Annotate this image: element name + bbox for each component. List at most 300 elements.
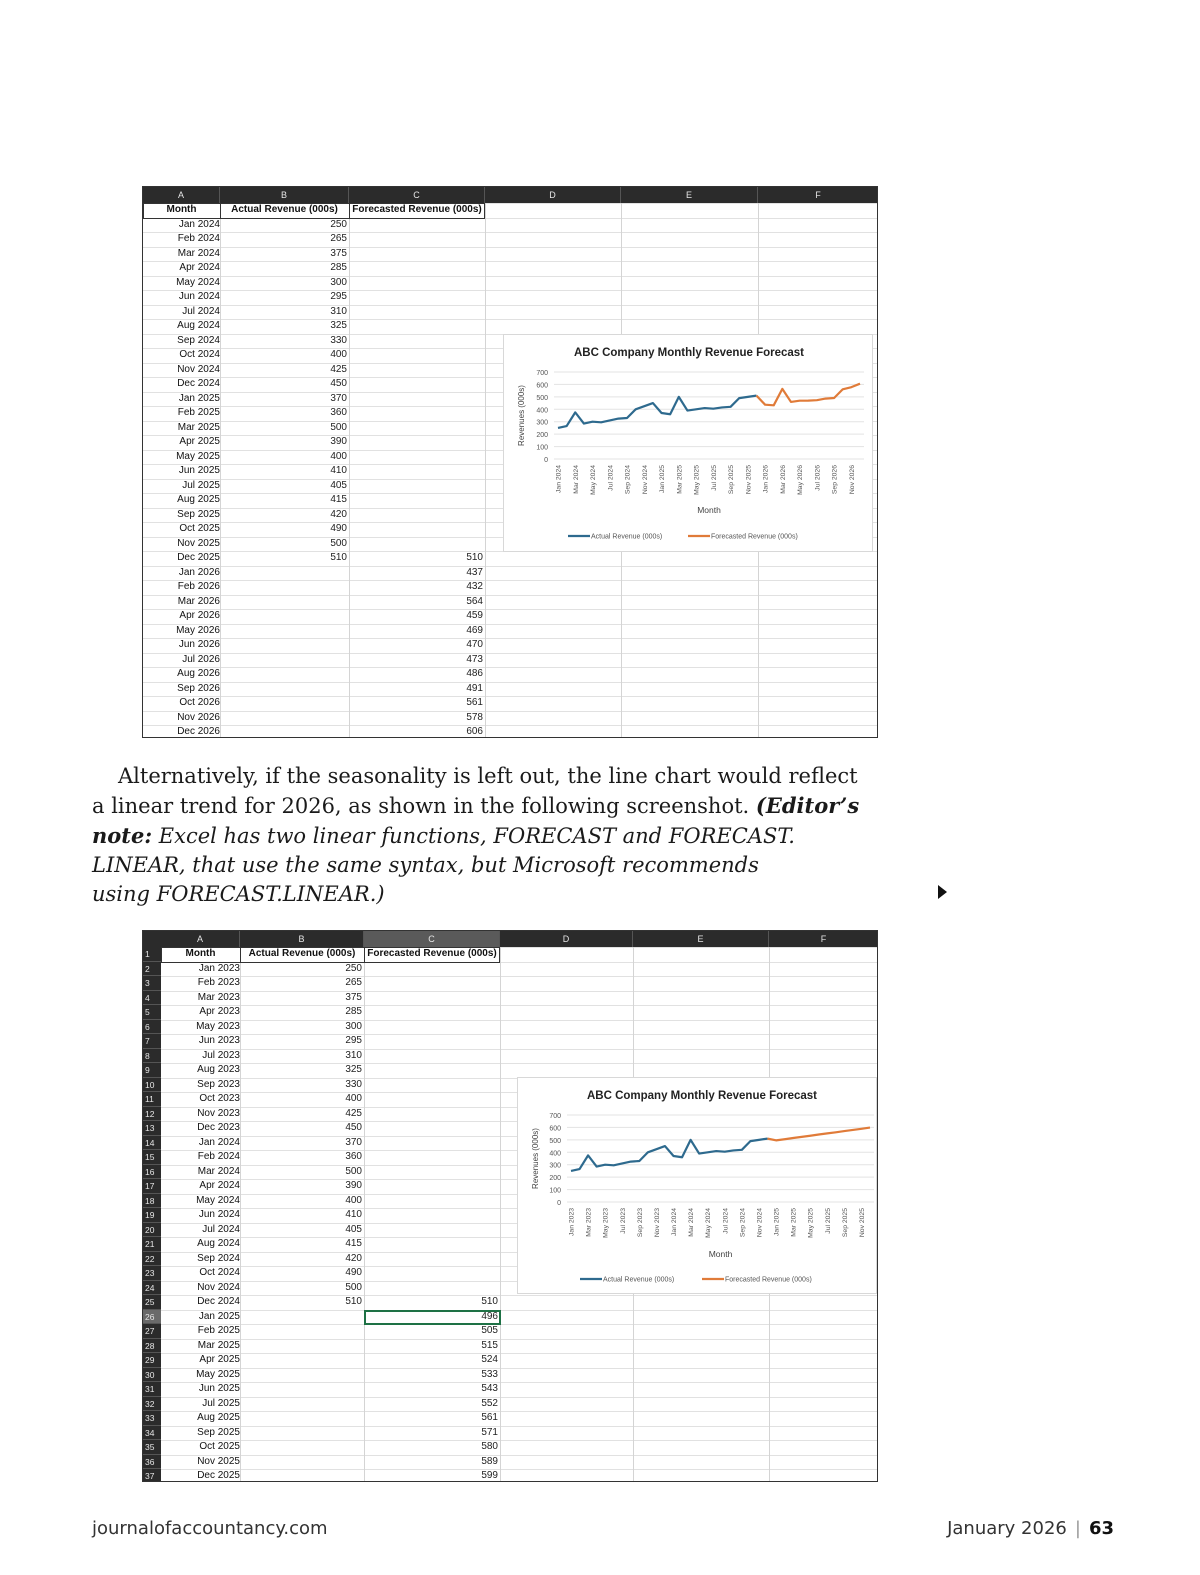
column-letter: C (364, 931, 500, 947)
row-number: 13 (143, 1121, 161, 1136)
column-letter: B (220, 187, 349, 203)
month-cell: May 2024 (176, 276, 220, 288)
y-tick-label: 300 (536, 419, 548, 427)
row-number: 32 (143, 1397, 161, 1412)
column-header: Month (166, 204, 197, 215)
y-axis-label: Revenues (000s) (517, 385, 526, 446)
month-cell: Aug 2025 (197, 1412, 240, 1423)
month-cell: Dec 2023 (197, 1122, 240, 1133)
month-cell: Jun 2025 (198, 1383, 240, 1394)
row-number: 14 (143, 1136, 161, 1151)
month-cell: Sep 2023 (197, 1078, 240, 1090)
paragraph-line-2 (92, 791, 892, 821)
forecast-revenue-line (756, 384, 860, 406)
actual-revenue-cell: 265 (345, 977, 362, 988)
x-tick-label: Jan 2024 (671, 1208, 679, 1236)
y-tick-label: 400 (536, 407, 548, 415)
grid-line (161, 1368, 878, 1369)
month-cell: Jun 2024 (178, 291, 220, 302)
x-tick-label: May 2026 (797, 465, 805, 495)
actual-revenue-cell: 405 (330, 479, 347, 491)
y-tick-label: 200 (549, 1175, 561, 1183)
actual-revenue-cell: 300 (330, 276, 347, 288)
month-cell: Feb 2024 (197, 1151, 240, 1162)
forecast-revenue-cell: 510 (466, 552, 483, 563)
footer-separator: | (1074, 1518, 1081, 1539)
legend-actual-label: Actual Revenue (000s) (603, 1276, 675, 1284)
forecast-revenue-cell: 515 (481, 1339, 498, 1351)
x-tick-label: Sep 2023 (636, 1208, 644, 1238)
month-cell: Feb 2025 (197, 1325, 240, 1336)
grid-line (143, 653, 878, 654)
month-cell: Mar 2026 (177, 595, 220, 607)
actual-revenue-cell: 410 (345, 1209, 362, 1220)
x-tick-label: Mar 2026 (779, 465, 787, 494)
forecast-revenue-cell: 496 (481, 1310, 498, 1322)
actual-revenue-cell: 510 (345, 1296, 362, 1307)
month-cell: Jul 2024 (202, 1223, 240, 1235)
x-tick-label: May 2025 (807, 1208, 815, 1238)
y-tick-label: 0 (557, 1200, 561, 1207)
month-cell: Jul 2023 (202, 1049, 240, 1061)
forecast-revenue-cell: 580 (481, 1441, 498, 1452)
column-letter: C (349, 187, 485, 203)
month-cell: Feb 2024 (177, 233, 220, 244)
x-tick-label: Mar 2025 (790, 1208, 798, 1237)
grid-line (485, 203, 486, 738)
y-tick-label: 100 (536, 444, 548, 452)
row-number: 8 (143, 1049, 161, 1064)
actual-revenue-cell: 415 (330, 494, 347, 505)
month-cell: Sep 2025 (197, 1426, 240, 1438)
x-tick-label: Sep 2025 (728, 465, 736, 495)
grid-line (161, 1397, 878, 1398)
row-number: 2 (143, 962, 161, 977)
actual-revenue-cell: 490 (330, 523, 347, 534)
x-tick-label: Jul 2026 (814, 465, 822, 491)
row-number: 25 (143, 1295, 161, 1310)
month-cell: Jan 2024 (178, 218, 220, 230)
row-number: 28 (143, 1339, 161, 1354)
grid-line (161, 1426, 878, 1427)
month-cell: Mar 2025 (177, 421, 220, 433)
grid-line (143, 609, 878, 610)
forecast-revenue-cell: 578 (466, 711, 483, 723)
grid-line (143, 667, 878, 668)
grid-line (143, 638, 878, 639)
grid-line (143, 725, 878, 726)
column-letter: A (143, 187, 220, 203)
month-cell: Dec 2025 (177, 552, 220, 563)
month-cell: May 2023 (196, 1020, 240, 1032)
column-letter: D (500, 931, 633, 947)
legend-actual-label: Actual Revenue (000s) (591, 533, 663, 541)
paragraph-line-2-text: a linear trend for 2026, as shown in the following screenshot. (92, 794, 756, 818)
month-cell: Apr 2025 (199, 1354, 240, 1365)
column-letter: A (161, 931, 240, 947)
x-tick-label: Mar 2024 (688, 1208, 696, 1237)
row-number: 21 (143, 1237, 161, 1252)
row-number: 7 (143, 1034, 161, 1049)
month-cell: Dec 2024 (177, 378, 220, 389)
chart-title: ABC Company Monthly Revenue Forecast (586, 1090, 818, 1102)
month-cell: Oct 2024 (179, 349, 220, 360)
grid-line (161, 1455, 878, 1456)
month-cell: Jan 2026 (178, 566, 220, 578)
actual-revenue-cell: 410 (330, 465, 347, 476)
revenue-forecast-chart-1 (503, 334, 873, 552)
month-cell: Nov 2025 (177, 537, 220, 549)
y-tick-label: 500 (536, 394, 548, 402)
x-tick-label: Nov 2025 (858, 1208, 866, 1238)
column-letter: F (769, 931, 878, 947)
grid-line (161, 1440, 878, 1441)
month-cell: Aug 2023 (197, 1064, 240, 1075)
month-cell: May 2025 (176, 450, 220, 462)
actual-revenue-cell: 500 (345, 1281, 362, 1293)
forecast-revenue-cell: 561 (481, 1412, 498, 1423)
month-cell: Mar 2024 (177, 247, 220, 259)
actual-revenue-cell: 500 (330, 421, 347, 433)
x-tick-label: Sep 2024 (624, 465, 632, 495)
grid-line (143, 696, 878, 697)
y-tick-label: 700 (536, 370, 548, 377)
month-cell: Aug 2025 (177, 494, 220, 505)
month-cell: May 2024 (196, 1194, 240, 1206)
forecast-revenue-cell: 470 (466, 639, 483, 650)
month-cell: Jun 2026 (178, 639, 220, 650)
month-cell: Jun 2023 (198, 1035, 240, 1046)
month-cell: Jan 2023 (198, 962, 240, 974)
month-cell: Apr 2026 (179, 610, 220, 621)
x-tick-label: Jul 2025 (824, 1208, 832, 1234)
forecast-revenue-cell: 571 (481, 1426, 498, 1438)
column-header: Actual Revenue (000s) (248, 948, 356, 959)
forecast-revenue-cell: 432 (466, 581, 483, 592)
x-tick-label: Jan 2024 (555, 465, 563, 493)
month-cell: Apr 2023 (199, 1006, 240, 1017)
row-number: 37 (143, 1469, 161, 1482)
column-letter: D (485, 187, 621, 203)
month-cell: Aug 2024 (177, 320, 220, 331)
actual-revenue-cell: 400 (345, 1194, 362, 1206)
month-cell: Feb 2023 (197, 977, 240, 988)
actual-revenue-cell: 400 (330, 450, 347, 462)
row-number: 9 (143, 1063, 161, 1078)
actual-revenue-cell: 250 (345, 962, 362, 974)
actual-revenue-cell: 295 (345, 1035, 362, 1046)
x-tick-label: Jan 2025 (659, 465, 667, 493)
actual-revenue-cell: 375 (330, 247, 347, 259)
row-number: 5 (143, 1005, 161, 1020)
actual-revenue-cell: 330 (330, 334, 347, 346)
column-letter: F (758, 187, 878, 203)
month-cell: Oct 2026 (179, 697, 220, 708)
forecast-revenue-cell: 491 (466, 682, 483, 694)
column-header: Actual Revenue (000s) (231, 204, 338, 215)
footer-issue: January 2026 (947, 1518, 1067, 1539)
grid-line (161, 1411, 878, 1412)
y-tick-label: 500 (549, 1137, 561, 1145)
editors-note-open: (Editor’s (755, 793, 860, 818)
month-cell: Oct 2025 (179, 523, 220, 534)
x-tick-label: Sep 2025 (841, 1208, 849, 1238)
actual-revenue-cell: 325 (345, 1064, 362, 1075)
column-header: Forecasted Revenue (000s) (352, 204, 482, 215)
actual-revenue-cell: 285 (330, 262, 347, 273)
article-paragraph (92, 762, 892, 909)
month-cell: Nov 2024 (177, 363, 220, 375)
footer-site: journalofaccountancy.com (92, 1518, 328, 1539)
grid-line (143, 682, 878, 683)
actual-revenue-cell: 500 (345, 1165, 362, 1177)
row-number: 18 (143, 1194, 161, 1209)
forecast-revenue-cell: 505 (481, 1325, 498, 1336)
row-number: 6 (143, 1020, 161, 1035)
y-tick-label: 600 (536, 382, 548, 390)
month-cell: Feb 2026 (177, 581, 220, 592)
x-tick-label: Jan 2025 (773, 1208, 781, 1236)
row-number: 12 (143, 1107, 161, 1122)
y-tick-label: 400 (549, 1150, 561, 1158)
month-cell: Jan 2024 (198, 1136, 240, 1148)
row-number: 19 (143, 1208, 161, 1223)
x-tick-label: May 2025 (693, 465, 701, 495)
month-cell: Dec 2026 (177, 726, 220, 737)
y-tick-label: 700 (549, 1113, 561, 1120)
column-header: Forecasted Revenue (000s) (367, 948, 497, 959)
forecast-revenue-cell: 469 (466, 624, 483, 636)
x-axis-label: Month (697, 505, 721, 515)
actual-revenue-cell: 370 (330, 392, 347, 404)
month-cell: Sep 2025 (177, 508, 220, 520)
actual-revenue-cell: 450 (345, 1122, 362, 1133)
y-tick-label: 600 (549, 1125, 561, 1133)
month-cell: Nov 2026 (177, 711, 220, 723)
actual-revenue-cell: 400 (345, 1093, 362, 1104)
x-tick-label: Nov 2023 (653, 1208, 661, 1238)
x-tick-label: Sep 2026 (831, 465, 839, 495)
month-cell: Nov 2023 (197, 1107, 240, 1119)
note-label: note: (92, 823, 153, 848)
month-cell: Aug 2026 (177, 668, 220, 679)
row-number: 27 (143, 1324, 161, 1339)
x-tick-label: Jan 2023 (568, 1208, 576, 1236)
actual-revenue-line (571, 1139, 767, 1171)
row-number: 30 (143, 1368, 161, 1383)
month-cell: Mar 2025 (197, 1339, 240, 1351)
month-cell: Oct 2025 (199, 1441, 240, 1452)
forecast-revenue-line (767, 1128, 870, 1141)
month-cell: Jul 2025 (202, 1397, 240, 1409)
month-cell: Jun 2025 (178, 465, 220, 476)
month-cell: Jan 2025 (178, 392, 220, 404)
actual-revenue-cell: 285 (345, 1006, 362, 1017)
row-number: 31 (143, 1382, 161, 1397)
actual-revenue-cell: 265 (330, 233, 347, 244)
column-header: Month (185, 948, 216, 959)
row-number: 10 (143, 1078, 161, 1093)
actual-revenue-cell: 510 (330, 552, 347, 563)
month-cell: Dec 2025 (197, 1470, 240, 1481)
row-number: 23 (143, 1266, 161, 1281)
month-cell: Apr 2024 (179, 262, 220, 273)
row-number: 22 (143, 1252, 161, 1267)
row-number: 33 (143, 1411, 161, 1426)
actual-revenue-cell: 420 (345, 1252, 362, 1264)
grid-line (143, 624, 878, 625)
actual-revenue-cell: 300 (345, 1020, 362, 1032)
column-header-bar (143, 931, 877, 947)
column-letter: E (633, 931, 769, 947)
actual-revenue-cell: 325 (330, 320, 347, 331)
forecast-revenue-cell: 459 (466, 610, 483, 621)
x-tick-label: Mar 2024 (572, 465, 580, 494)
row-number: 24 (143, 1281, 161, 1296)
row-number: 17 (143, 1179, 161, 1194)
row-number: 29 (143, 1353, 161, 1368)
month-cell: Sep 2026 (177, 682, 220, 694)
forecast-revenue-cell: 510 (481, 1296, 498, 1307)
month-cell: Aug 2024 (197, 1238, 240, 1249)
x-tick-label: Nov 2024 (641, 465, 649, 495)
footer-page-number: 63 (1088, 1518, 1114, 1539)
actual-revenue-cell: 450 (330, 378, 347, 389)
y-tick-label: 0 (544, 457, 548, 464)
grid-line (500, 947, 501, 1482)
row-number: 35 (143, 1440, 161, 1455)
forecast-revenue-cell: 552 (481, 1397, 498, 1409)
paragraph-line-3-text: Excel has two linear functions, FORECAST and FORECAST. (152, 824, 795, 848)
grid-line (143, 566, 878, 567)
footer-issue-page (947, 1518, 1114, 1539)
x-tick-label: Jul 2023 (619, 1208, 627, 1234)
grid-line (161, 1339, 878, 1340)
month-cell: Apr 2024 (199, 1180, 240, 1191)
row-number: 16 (143, 1165, 161, 1180)
row-number: 26 (143, 1310, 161, 1325)
y-tick-label: 300 (549, 1162, 561, 1170)
paragraph-line-4: LINEAR, that use the same syntax, but Microsoft recommends (92, 853, 759, 877)
forecast-revenue-cell: 473 (466, 653, 483, 665)
grid-line (143, 595, 878, 596)
month-cell: Jan 2025 (198, 1310, 240, 1322)
row-number: 1 (143, 947, 161, 962)
month-cell: Nov 2024 (197, 1281, 240, 1293)
actual-revenue-line (558, 396, 756, 428)
actual-revenue-cell: 310 (330, 305, 347, 317)
actual-revenue-cell: 370 (345, 1136, 362, 1148)
x-axis-label: Month (708, 1249, 733, 1259)
actual-revenue-cell: 400 (330, 349, 347, 360)
month-cell: Oct 2023 (199, 1093, 240, 1104)
forecast-revenue-cell: 606 (466, 726, 483, 737)
x-tick-label: Sep 2024 (739, 1208, 747, 1238)
grid-line (143, 580, 878, 581)
x-tick-label: May 2023 (602, 1208, 610, 1238)
row-number: 3 (143, 976, 161, 991)
x-tick-label: Jul 2024 (607, 465, 615, 491)
x-tick-label: May 2024 (590, 465, 598, 495)
actual-revenue-cell: 310 (345, 1049, 362, 1061)
month-cell: Sep 2024 (177, 334, 220, 346)
month-cell: Jul 2025 (182, 479, 220, 491)
paragraph-line-1: Alternatively, if the seasonality is left out, the line chart would reflect (118, 764, 858, 788)
chart-2-svg (518, 1078, 878, 1295)
forecast-revenue-cell: 564 (466, 595, 483, 607)
forecast-revenue-cell: 524 (481, 1354, 498, 1365)
actual-revenue-cell: 390 (345, 1180, 362, 1191)
continue-arrow-icon (938, 885, 947, 899)
grid-line (161, 1353, 878, 1354)
month-cell: Jul 2026 (182, 653, 220, 665)
x-tick-label: Mar 2023 (585, 1208, 593, 1237)
legend-forecast-label: Forecasted Revenue (000s) (725, 1276, 812, 1284)
x-tick-label: Mar 2025 (676, 465, 684, 494)
column-header-bar (143, 187, 877, 203)
month-cell: May 2026 (176, 624, 220, 636)
actual-revenue-cell: 415 (345, 1238, 362, 1249)
row-number: 4 (143, 991, 161, 1006)
column-letter: E (621, 187, 758, 203)
actual-revenue-cell: 330 (345, 1078, 362, 1090)
month-cell: Feb 2025 (177, 407, 220, 418)
actual-revenue-cell: 295 (330, 291, 347, 302)
column-letter: B (240, 931, 364, 947)
forecast-revenue-cell: 589 (481, 1455, 498, 1467)
actual-revenue-cell: 490 (345, 1267, 362, 1278)
y-tick-label: 200 (536, 432, 548, 440)
x-tick-label: Jul 2025 (710, 465, 718, 491)
chart-1-svg (504, 335, 874, 553)
x-tick-label: Jan 2026 (762, 465, 770, 493)
grid-line (161, 1382, 878, 1383)
x-tick-label: May 2024 (705, 1208, 713, 1238)
row-number: 11 (143, 1092, 161, 1107)
y-tick-label: 100 (549, 1187, 561, 1195)
actual-revenue-cell: 425 (330, 363, 347, 375)
row-number: 34 (143, 1426, 161, 1441)
x-tick-label: Nov 2026 (848, 465, 856, 495)
grid-line (161, 1324, 878, 1325)
month-cell: Dec 2024 (197, 1296, 240, 1307)
row-number: 36 (143, 1455, 161, 1470)
x-tick-label: Jul 2024 (722, 1208, 730, 1234)
forecast-revenue-cell: 486 (466, 668, 483, 679)
actual-revenue-cell: 250 (330, 218, 347, 230)
month-cell: Nov 2025 (197, 1455, 240, 1467)
actual-revenue-cell: 420 (330, 508, 347, 520)
forecast-revenue-cell: 533 (481, 1368, 498, 1380)
chart-title: ABC Company Monthly Revenue Forecast (573, 347, 805, 359)
actual-revenue-cell: 500 (330, 537, 347, 549)
forecast-revenue-cell: 599 (481, 1470, 498, 1481)
legend-forecast-label: Forecasted Revenue (000s) (711, 533, 798, 541)
forecast-revenue-cell: 561 (466, 697, 483, 708)
month-cell: Apr 2025 (179, 436, 220, 447)
forecast-revenue-cell: 543 (481, 1383, 498, 1394)
actual-revenue-cell: 360 (330, 407, 347, 418)
paragraph-line-5: using FORECAST.LINEAR.) (92, 882, 385, 906)
y-axis-label: Revenues (000s) (531, 1128, 540, 1189)
actual-revenue-cell: 360 (345, 1151, 362, 1162)
month-cell: Mar 2023 (197, 991, 240, 1003)
grid-line (161, 1310, 878, 1311)
row-number: 20 (143, 1223, 161, 1238)
actual-revenue-cell: 390 (330, 436, 347, 447)
month-cell: Oct 2024 (199, 1267, 240, 1278)
actual-revenue-cell: 425 (345, 1107, 362, 1119)
